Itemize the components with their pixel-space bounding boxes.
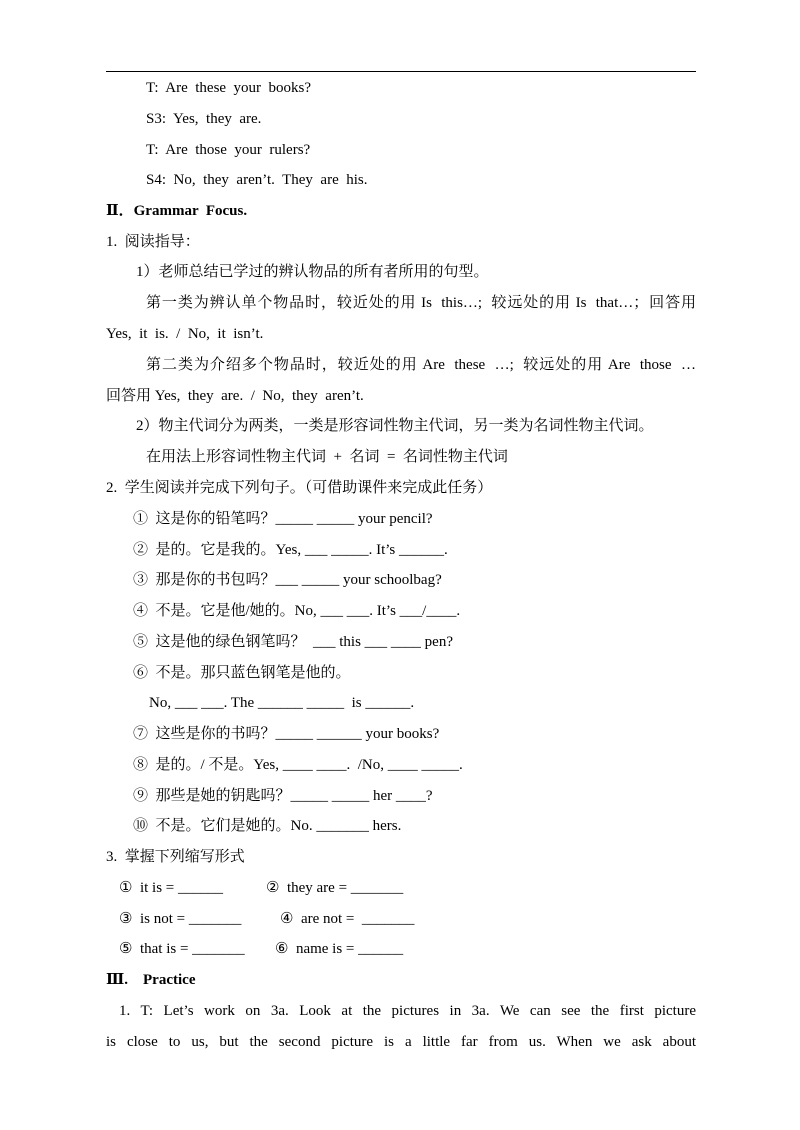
section-heading: Ⅱ．Grammar Focus. (106, 203, 248, 219)
paragraph-line: is close to us, but the second picture is a little far from us. When we ask about (106, 1034, 696, 1050)
exercise-sentence: No, ___ ___. The ______ _____ is ______. (149, 695, 415, 711)
contraction: ④ are not = _______ (280, 911, 415, 927)
exercise-sentence: ⑥ 不是。那只蓝色钢笔是他的。 (133, 665, 351, 681)
exercise-sentence: ② 是的。它是我的。Yes, ___ _____. It’s ______. (133, 542, 448, 558)
dialogue-line: T: Are these your books? (146, 80, 312, 96)
contraction: ① it is = ______ (119, 880, 223, 896)
paragraph-line: 回答用 Yes, they are. / No, they aren’t. (106, 388, 364, 404)
exercise-sentence: ④ 不是。它是他/她的。No, ___ ___. It’s ___/____. (133, 603, 461, 619)
sub-point: 1）老师总结已学过的辨认物品的所有者所用的句型。 (136, 264, 489, 280)
exercise-sentence: ③ 那是你的书包吗？___ _____ your schoolbag? (133, 572, 442, 588)
paragraph-line: 1. T: Let’s work on 3a. Look at the pictures in 3a. We can see the first picture (119, 1003, 696, 1019)
exercise-sentence: ⑦ 这些是你的书吗？_____ ______ your books? (133, 726, 440, 742)
item-title: 2. 学生阅读并完成下列句子。（可借助课件来完成此任务） (106, 480, 493, 496)
exercise-sentence: ⑩ 不是。它们是她的。No. _______ hers. (133, 818, 402, 834)
paragraph-line: 第二类为介绍多个物品时，较近处的用 Are these …; 较远处的用 Are those … (146, 357, 696, 373)
section-heading: Ⅲ. Practice (106, 972, 196, 988)
formula: 在用法上形容词性物主代词 + 名词 = 名词性物主代词 (146, 449, 508, 465)
item-title: 1. 阅读指导： (106, 234, 200, 250)
item-title: 3. 掌握下列缩写形式 (106, 849, 245, 865)
header-rule (106, 71, 696, 72)
contraction: ② they are = _______ (266, 880, 404, 896)
contraction: ⑥ name is = ______ (275, 941, 404, 957)
contraction: ③ is not = _______ (119, 911, 242, 927)
dialogue-line: S4: No, they aren’t. They are his. (146, 172, 368, 188)
dialogue-line: S3: Yes, they are. (146, 111, 262, 127)
paragraph-line: Yes, it is. / No, it isn’t. (106, 326, 264, 342)
exercise-sentence: ⑧ 是的。/ 不是。Yes, ____ ____. /No, ____ _____. (133, 757, 463, 773)
paragraph-line: 第一类为辨认单个物品时，较近处的用 Is this…; 较远处的用 Is that…；回答用 (146, 295, 696, 311)
exercise-sentence: ⑨ 那些是她的钥匙吗？_____ _____ her ____? (133, 788, 433, 804)
exercise-sentence: ⑤ 这是他的绿色钢笔吗？ ___ this ___ ____ pen? (133, 634, 453, 650)
sub-point: 2）物主代词分为两类，一类是形容词性物主代词，另一类为名词性物主代词。 (136, 418, 654, 434)
exercise-sentence: ① 这是你的铅笔吗？_____ _____ your pencil? (133, 511, 433, 527)
contraction: ⑤ that is = _______ (119, 941, 245, 957)
dialogue-line: T: Are those your rulers? (146, 142, 311, 158)
